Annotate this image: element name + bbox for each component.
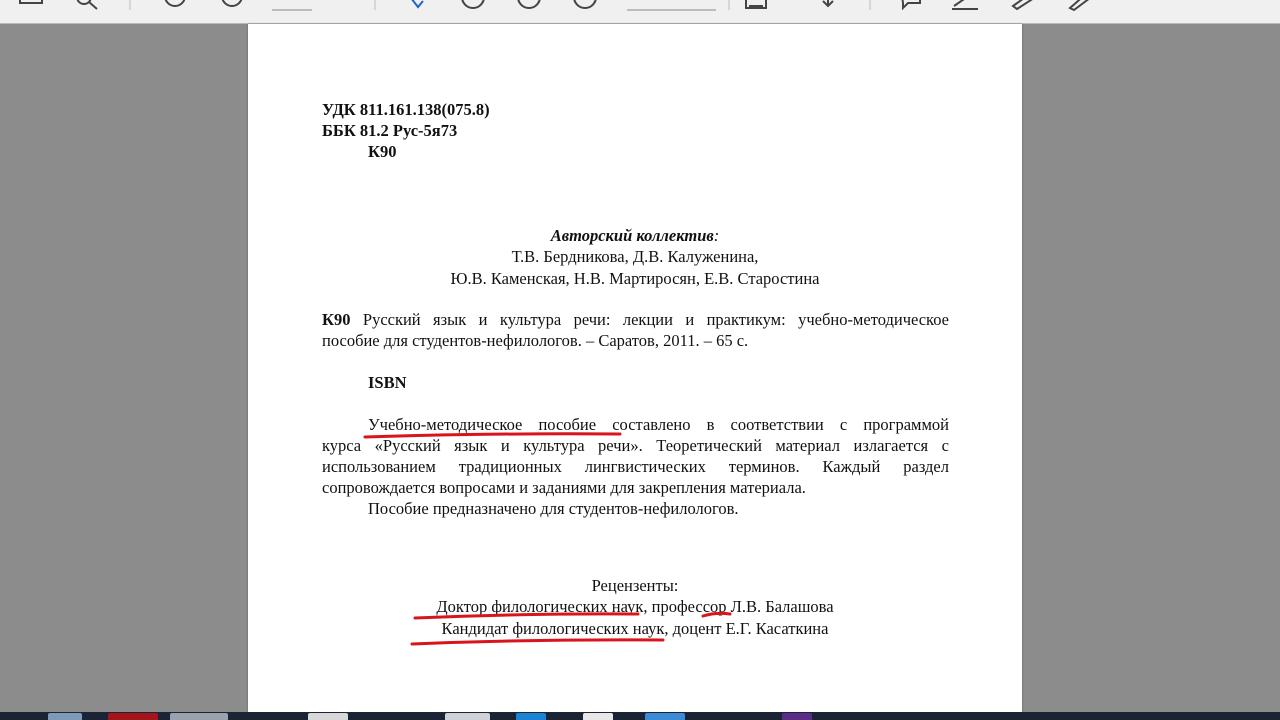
taskbar-app-8[interactable] — [782, 713, 812, 720]
isbn-label: ISBN — [368, 373, 407, 392]
previous-page-icon[interactable] — [165, 0, 185, 6]
edit-icon[interactable] — [1070, 0, 1090, 10]
biblio-line-1 — [322, 310, 949, 330]
taskbar-app-acrobat[interactable] — [108, 713, 158, 720]
windows-taskbar — [0, 712, 1280, 720]
save-icon[interactable] — [20, 0, 42, 3]
sign-icon[interactable] — [1013, 0, 1031, 9]
abstract-line-4: сопровождается вопросами и заданиями для закрепления материала. — [322, 478, 806, 497]
zoom-in-icon[interactable] — [518, 0, 540, 8]
taskbar-app-5[interactable] — [516, 713, 546, 720]
comment-icon[interactable] — [902, 0, 920, 8]
fit-width-icon[interactable] — [746, 0, 766, 8]
taskbar-app-3[interactable] — [308, 713, 348, 720]
next-page-icon[interactable] — [222, 0, 242, 6]
toolbar-icons — [0, 0, 1280, 23]
scroll-icon[interactable] — [823, 0, 833, 6]
abstract-line-3: использованием традиционных лингвистических терминов. Каждый раздел — [322, 457, 949, 476]
authors-heading-label: Авторский коллектив — [550, 226, 714, 245]
reviewer-2: Кандидат филологических наук, доцент Е.Г. Касаткина — [441, 619, 829, 638]
underline-reviewer-2 — [412, 640, 663, 644]
taskbar-app-1[interactable] — [48, 713, 82, 720]
abstract-line-2: курса «Русский язык и культура речи». Теоретический материал излагается с — [322, 436, 949, 455]
taskbar-app-7[interactable] — [645, 713, 685, 720]
authors-line-1: Т.В. Бердникова, Д.В. Калуженина, — [511, 247, 759, 266]
biblio-text: Русский язык и культура речи: лекции и практикум: учебно-методическое — [362, 310, 950, 329]
taskbar-app-2[interactable] — [170, 713, 228, 720]
reviewer-1: Доктор филологических наук, профессор Л.В. Балашова — [436, 597, 834, 616]
authors-line-2: Ю.В. Каменская, Н.В. Мартиросян, Е.В. Старостина — [450, 269, 820, 288]
udk-code: УДК 811.161.138(075.8) — [322, 100, 490, 119]
authors-heading — [248, 226, 1022, 246]
reviewers-heading: Рецензенты: — [591, 576, 679, 595]
biblio-code: К90 — [322, 310, 351, 329]
highlight-icon[interactable] — [952, 0, 978, 9]
author-mark-code: К90 — [368, 142, 397, 161]
zoom-out-icon[interactable] — [462, 0, 484, 8]
zoom-level-field[interactable] — [574, 0, 716, 10]
taskbar-app-6[interactable] — [583, 713, 613, 720]
document-viewer[interactable] — [0, 24, 1280, 712]
document-page — [248, 24, 1022, 712]
select-tool-icon[interactable] — [411, 0, 423, 7]
authors-heading-colon: : — [713, 226, 720, 245]
abstract-line-5: Пособие предназначено для студентов-нефилологов. — [368, 499, 739, 518]
biblio-line-2: пособие для студентов-нефилологов. – Саратов, 2011. – 65 с. — [322, 331, 749, 350]
abstract-line-1: Учебно-методическое пособие составлено в соответствии с программой — [368, 415, 949, 434]
pdf-toolbar — [0, 0, 1280, 24]
bbk-code: ББК 81.2 Рус-5я73 — [322, 121, 458, 140]
search-icon[interactable] — [77, 0, 97, 9]
taskbar-app-4[interactable] — [445, 713, 490, 720]
